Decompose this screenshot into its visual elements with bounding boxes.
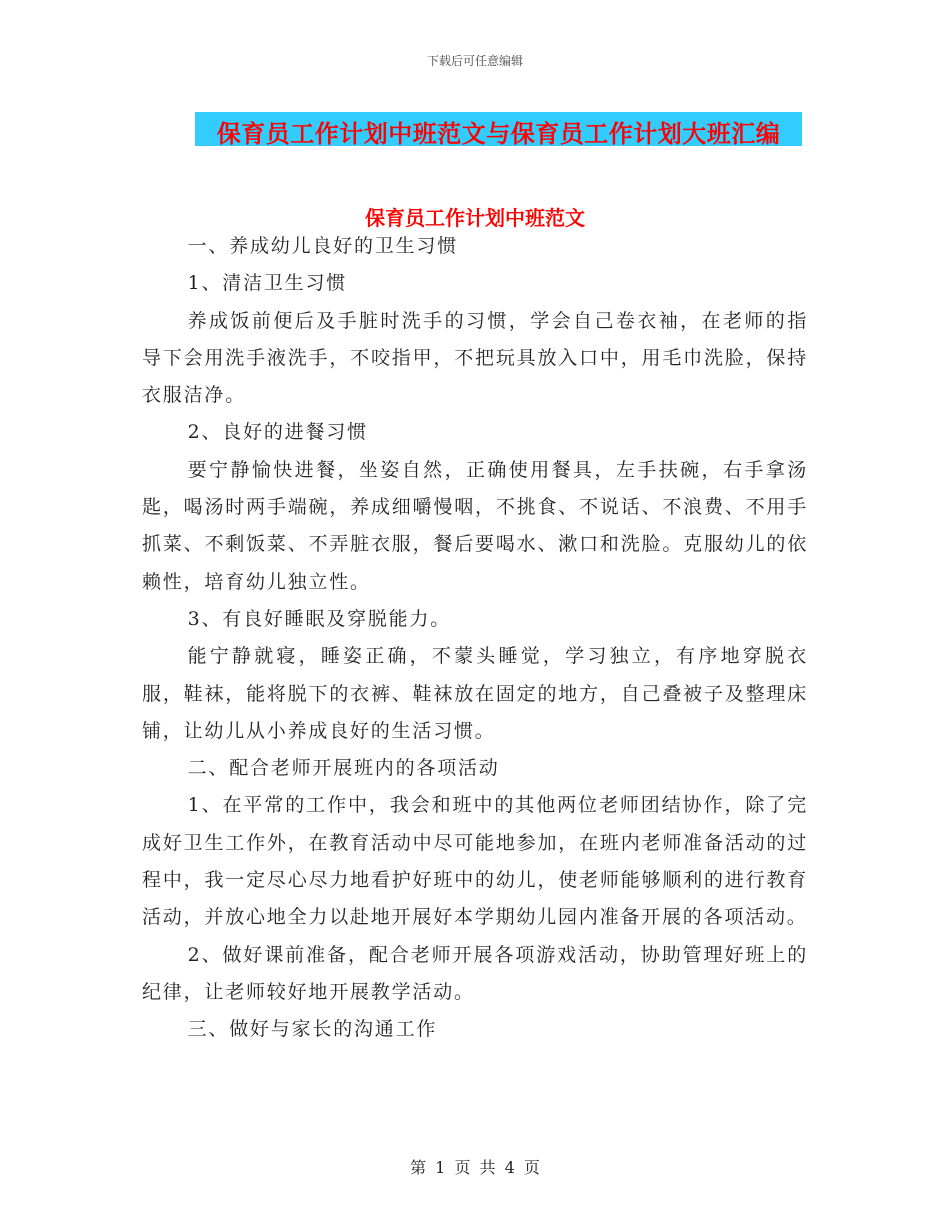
paragraph: 3、有良好睡眠及穿脱能力。 [187,607,452,630]
page-header-note: 下载后可任意编辑 [426,54,523,68]
paragraph: 三、做好与家长的沟通工作 [187,1018,438,1041]
paragraph: 2、做好课前准备，配合老师开展各项游戏活动，协助管理好班上的纪律，让老师较好地开展教学活动。 [142,943,808,1003]
document-title: 保育员工作计划中班范文与保育员工作计划大班汇编 [216,120,781,148]
page-number: 第 1 页 共 4 页 [410,1158,540,1177]
section-title: 保育员工作计划中班范文 [365,206,585,230]
paragraph: 二、配合老师开展班内的各项活动 [187,757,500,780]
paragraph: 2、良好的进餐习惯 [187,421,368,444]
document-body [142,228,808,1049]
paragraph: 1、在平常的工作中，我会和班中的其他两位老师团结协作，除了完成好卫生工作外，在教育活动中尽可能地参加，在班内老师准备活动的过程中，我一定尽心尽力地看护好班中的幼儿，使老师能够顺利的进行教育活动，并放心地全力以赴地开展好本学期幼儿园内准备开展的各项活动。 [142,794,808,929]
paragraph: 1、清洁卫生习惯 [187,272,348,295]
paragraph: 要宁静愉快进餐，坐姿自然，正确使用餐具，左手扶碗，右手拿汤匙，喝汤时两手端碗，养成细嚼慢咽，不挑食、不说话、不浪费、不用手抓菜、不剩饭菜、不弄脏衣服，餐后要喝水、漱口和洗脸。克服幼儿的依赖性，培育幼儿独立性。 [142,458,808,593]
paragraph: 一、养成幼儿良好的卫生习惯 [187,235,458,257]
paragraph: 能宁静就寝，睡姿正确，不蒙头睡觉，学习独立，有序地穿脱衣服，鞋袜，能将脱下的衣裤、鞋袜放在固定的地方，自己叠被子及整理床铺，让幼儿从小养成良好的生活习惯。 [142,645,808,742]
paragraph: 养成饭前便后及手脏时洗手的习惯，学会自己卷衣袖，在老师的指导下会用洗手液洗手，不咬指甲，不把玩具放入口中，用毛巾洗脸，保持衣服洁净。 [142,309,808,407]
